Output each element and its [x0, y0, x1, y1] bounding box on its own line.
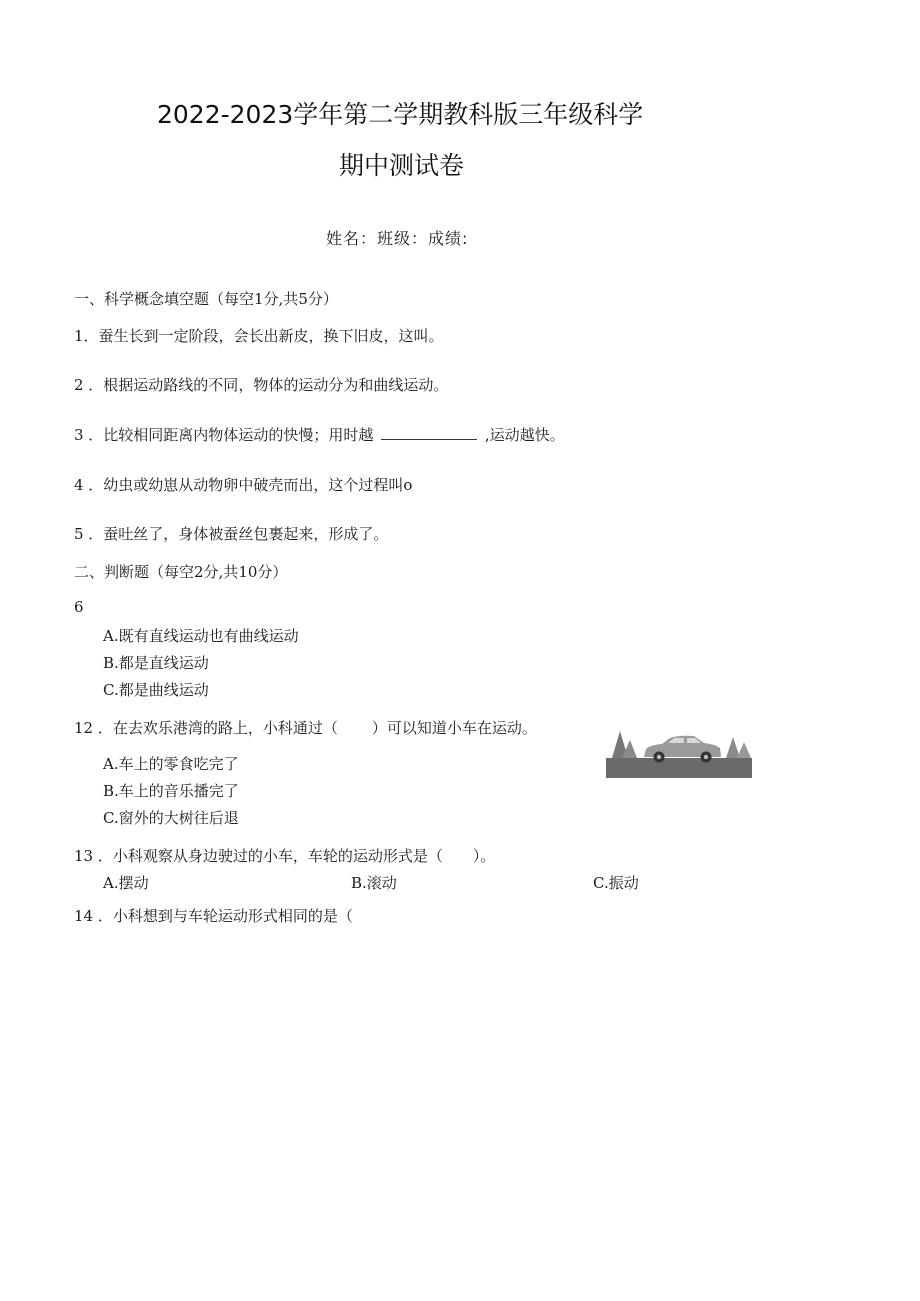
question-1: 1．蚕生长到一定阶段，会长出新皮，换下旧皮，这叫。 [74, 327, 444, 345]
question-6-option-b: B.都是直线运动 [103, 654, 209, 672]
exam-title-line2: 期中测试卷 [339, 151, 465, 180]
question-6-number: 6 [74, 598, 84, 616]
question-12-text-start: 12 ．在去欢乐港湾的路上，小科通过（ [74, 719, 338, 737]
question-2: 2 ．根据运动路线的不同，物体的运动分为和曲线运动。 [74, 376, 449, 394]
question-5: 5 ．蚕吐丝了，身体被蚕丝包裹起来，形成了。 [74, 525, 389, 543]
exam-title-line1: 2022-2023学年第二学期教科版三年级科学 [157, 100, 644, 129]
section1-heading: 一、科学概念填空题（每空1分,共5分） [74, 290, 338, 308]
question-12-text-end: ）可以知道小车在运动。 [371, 719, 537, 737]
student-info-line: 姓名：班级：成绩: [326, 229, 469, 248]
question-3-text-start: 3 ．比较相同距离内物体运动的快慢；用时越 [74, 426, 374, 444]
question-13-option-b: B.滚动 [351, 874, 397, 892]
question-13-option-a: A.摆动 [103, 874, 149, 892]
question-3 [74, 424, 565, 445]
question-12-option-b: B.车上的音乐播完了 [103, 782, 239, 800]
answer-blank[interactable] [381, 427, 477, 440]
question-12 [74, 717, 537, 738]
question-12-option-a: A.车上的零食吃完了 [103, 755, 239, 773]
question-3-text-end: ,运动越快。 [484, 426, 565, 444]
question-12-option-c: C.窗外的大树往后退 [103, 809, 239, 827]
question-6-option-c: C.都是曲线运动 [103, 681, 209, 699]
question-13-option-c: C.振动 [593, 874, 639, 892]
car-road-illustration-icon [606, 727, 752, 778]
section2-heading: 二、判断题（每空2分,共10分） [74, 563, 288, 581]
question-4: 4 ．幼虫或幼崽从动物卵中破壳而出，这个过程叫o [74, 476, 413, 494]
question-13: 13 ．小科观察从身边驶过的小车，车轮的运动形式是（ ）。 [74, 847, 496, 865]
question-6-option-a: A.既有直线运动也有曲线运动 [103, 627, 299, 645]
question-14: 14 ．小科想到与车轮运动形式相同的是（ [74, 907, 353, 925]
